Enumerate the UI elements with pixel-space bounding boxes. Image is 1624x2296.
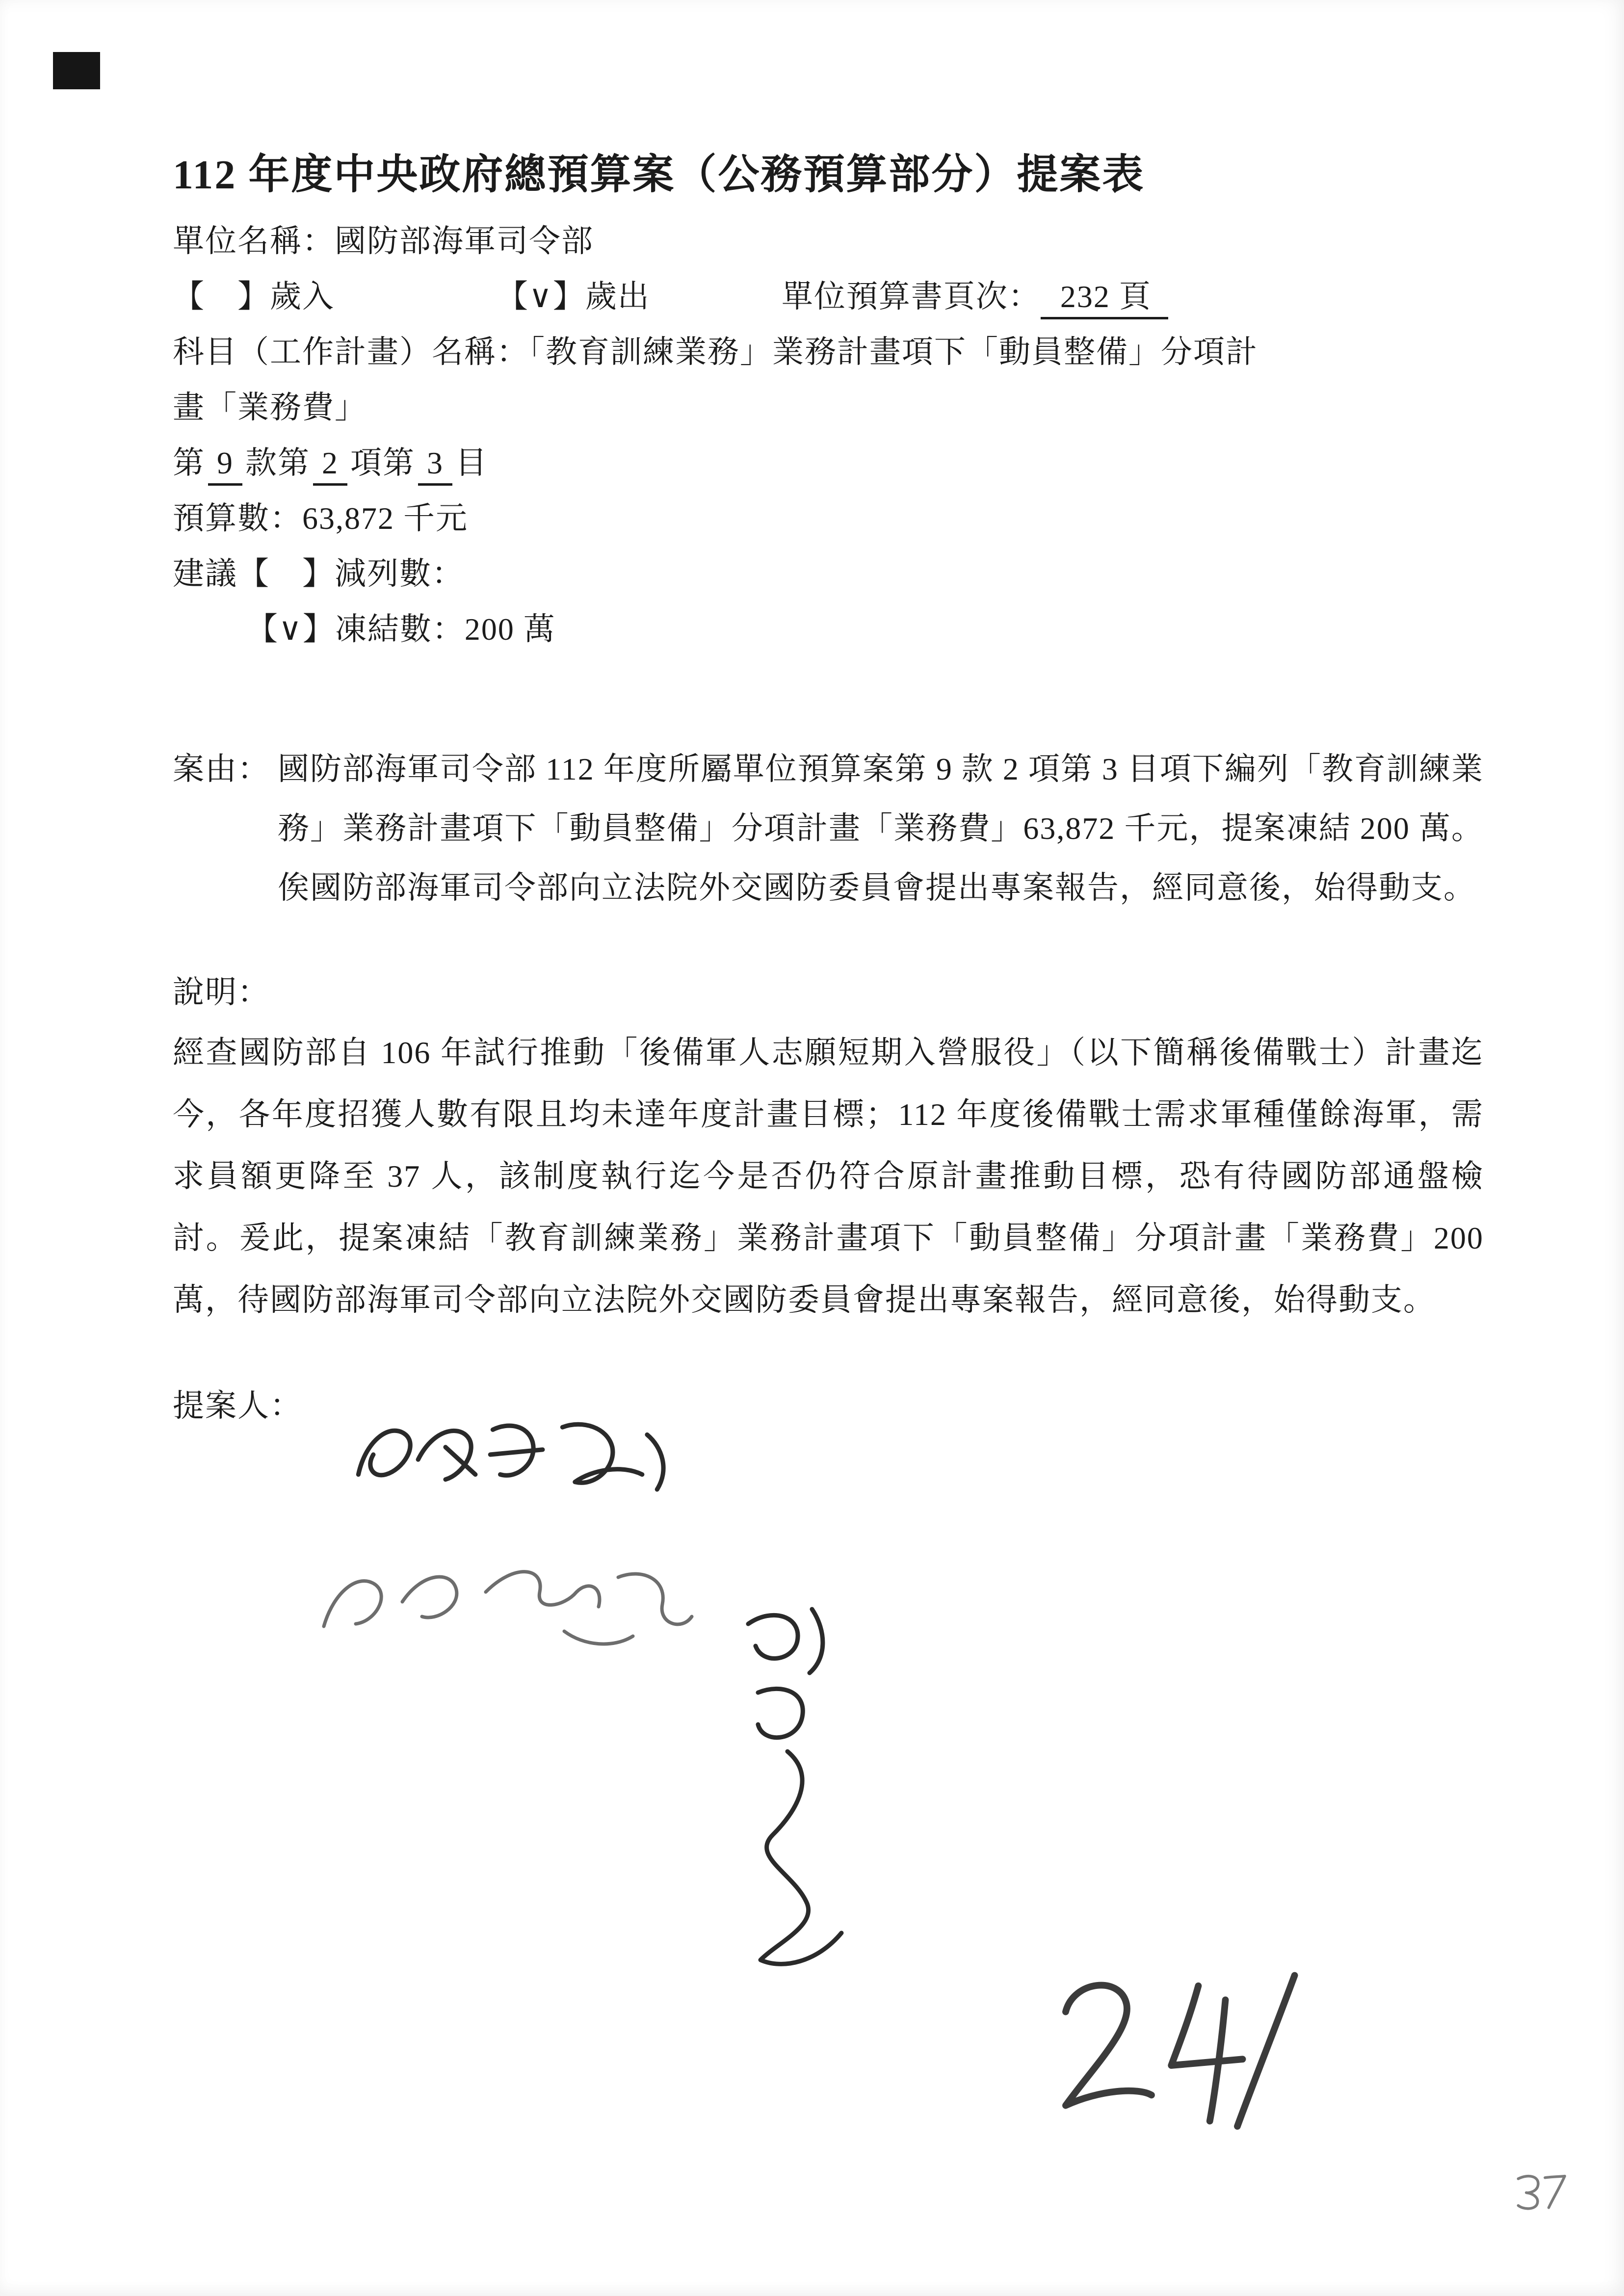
clause-mid-2: 項第 <box>350 445 415 480</box>
explanation-label: 說明： <box>173 975 270 1010</box>
budget-page-ref-value: 232 頁 <box>1041 279 1168 319</box>
explanation-block <box>173 963 1484 1331</box>
signature-2-strokes <box>309 1531 702 1673</box>
revenue-checkbox: 【 】歲入 <box>173 279 335 314</box>
case-body: 國防部海軍司令部 112 年度所屬單位預算案第 9 款 2 項第 3 目項下編列「教育訓練業務」業務計畫項下「動員整備」分項計畫「業務費」63,872 千元，提案凍結 200 萬。俟國防部海軍司令部向立法院外交國防委員會提出專案報告，經同意後，始得動支。 <box>278 752 1484 905</box>
handwritten-corner-number-37 <box>1510 2168 1569 2213</box>
handwritten-signature-1 <box>343 1398 682 1516</box>
budget-amount-line: 預算數：63,872 千元 <box>173 501 468 536</box>
corner-37-strokes <box>1510 2168 1569 2213</box>
clause-xiang-number: 2 <box>313 445 347 486</box>
handwritten-signature-2 <box>309 1531 702 1673</box>
clause-mid-1: 款第 <box>245 445 310 480</box>
budget-page-ref-label: 單位預算書頁次： <box>781 279 1041 314</box>
expenditure-checkbox: 【∨】歲出 <box>497 279 650 314</box>
clause-prefix: 第 <box>173 445 205 480</box>
page-title: 112 年度中央政府總預算案（公務預算部分）提案表 <box>173 152 1145 198</box>
case-block <box>173 739 1484 917</box>
number-241-strokes <box>1040 1962 1315 2134</box>
proposer-label: 提案人： <box>173 1388 302 1423</box>
handwritten-signature-3 <box>702 1590 873 1982</box>
checkbox-row <box>173 269 1484 324</box>
registration-mark <box>53 52 100 89</box>
document-content <box>173 141 1484 1434</box>
case-label: 案由： <box>173 752 270 786</box>
clause-mu-number: 3 <box>418 445 452 486</box>
clause-kuan-number: 9 <box>208 445 242 486</box>
clause-suffix: 目 <box>455 445 488 480</box>
suggestion-reduce-line: 建議【 】減列數： <box>173 556 464 591</box>
subject-line-1: 科目（工作計畫）名稱：「教育訓練業務」業務計畫項下「動員整備」分項計 <box>173 335 1258 369</box>
handwritten-number-241 <box>1040 1962 1315 2134</box>
subject-line-2: 畫「業務費」 <box>173 390 367 425</box>
suggestion-freeze-line: 【∨】凍結數：200 萬 <box>246 612 556 647</box>
clause-line <box>173 435 1484 491</box>
signature-1-strokes <box>343 1398 682 1516</box>
explanation-body: 經查國防部自 106 年試行推動「後備軍人志願短期入營服役」（以下簡稱後備戰士）計畫迄今，各年度招獲人數有限且均未達年度計畫目標；112 年度後備戰士需求軍種僅餘海軍，需求員額更降至 37 人，該制度執行迄今是否仍符合原計畫推動目標，恐有待國防部通盤檢討。爰此，提案凍結「教育訓練業務」業務計畫項下「動員整備」分項計畫「業務費」200 萬，待國防部海軍司令部向立法院外交國防委員會提出專案報告，經同意後，始得動支。 <box>173 1035 1484 1317</box>
unit-name-line: 單位名稱：國防部海軍司令部 <box>173 224 594 259</box>
signature-3-strokes <box>702 1590 873 1982</box>
